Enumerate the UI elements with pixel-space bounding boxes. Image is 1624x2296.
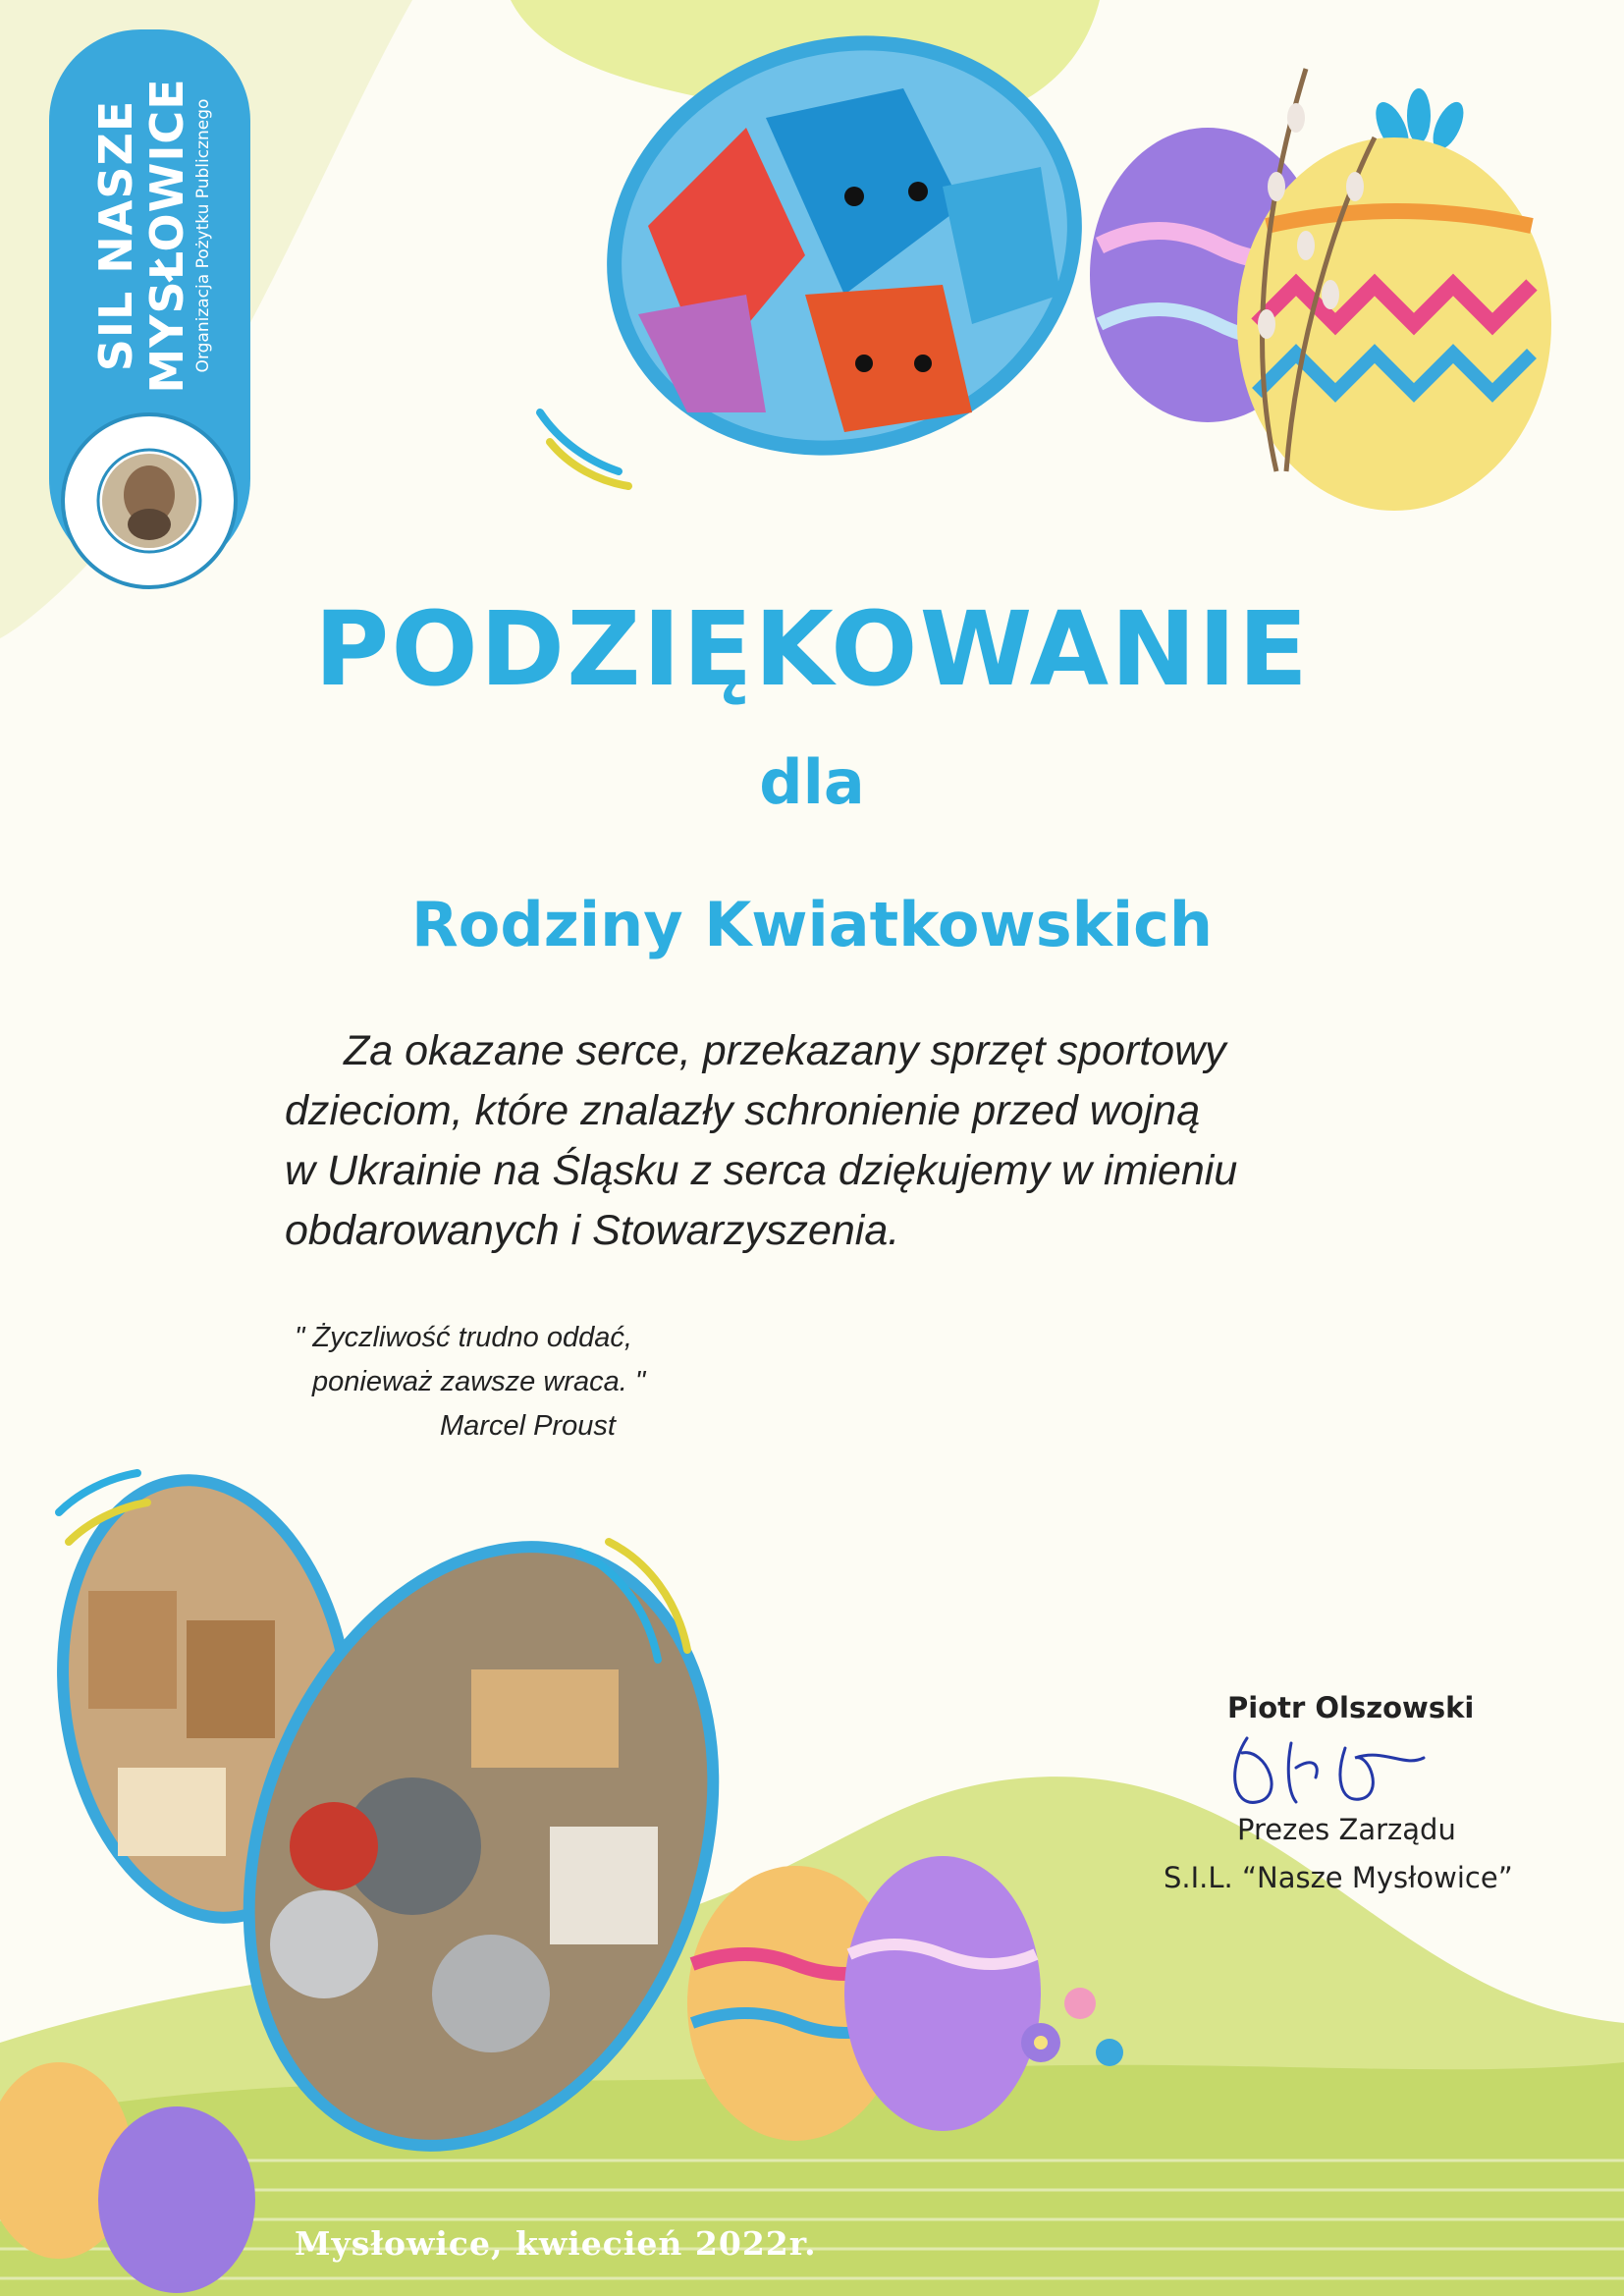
logo-line-1: SIL NASZE [89,99,142,372]
signatory-name: Piotr Olszowski [1227,1691,1475,1724]
body-line: obdarowanych i Stowarzyszenia. [285,1207,900,1254]
easter-eggs-top [1090,128,1551,511]
logo-subtitle: Organizacja Pożytku Publicznego [193,98,213,373]
body-line: Za okazane serce, przekazany sprzęt sportowy [344,1027,1226,1074]
quote-author: Marcel Proust [440,1410,616,1442]
certificate-title: PODZIĘKOWANIE [314,589,1310,709]
recipient-name: Rodziny Kwiatkowskich [411,889,1213,960]
body-line: w Ukrainie na Śląsku z serca dziękujemy w imieniu [285,1147,1238,1194]
logo-title [79,69,226,403]
logo-line-2: MYSŁOWICE [140,78,193,394]
signatory-organization: S.I.L. “Nasze Mysłowice” [1164,1861,1513,1894]
signatory-role: Prezes Zarządu [1237,1813,1456,1846]
handwritten-signature [1198,1709,1453,1827]
certificate-body [285,1021,1365,1261]
body-line: dzieciom, które znalazły schronienie przed wojną [285,1087,1201,1134]
quote-line: " Życzliwość trudno oddać, [295,1322,632,1353]
organization-logo [49,29,250,579]
for-word: dla [759,746,865,818]
quote [295,1316,785,1449]
quote-line: ponieważ zawsze wraca. " [312,1366,646,1397]
seal-graphic [65,416,234,585]
organization-seal [61,412,238,589]
place-and-date: Mysłowice, kwiecień 2022r. [295,2224,817,2263]
